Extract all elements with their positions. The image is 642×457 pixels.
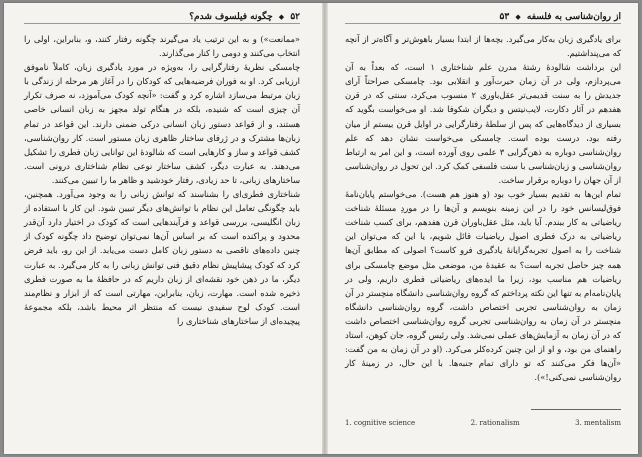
footnote-rule xyxy=(531,409,621,410)
diamond-icon: ◆ xyxy=(278,12,285,21)
left-page-header xyxy=(24,11,300,24)
left-page xyxy=(24,11,300,328)
paragraph: برای یادگیری زبان به‌کار می‌گیرد. بچه‌ها از ابتدا بسیار باهوش‌تر و آگاه‌تر از آنچه که می‌پنداشتیم. xyxy=(345,34,621,59)
right-page-header xyxy=(345,11,621,24)
right-page-body xyxy=(345,32,621,384)
book-gutter xyxy=(322,3,328,454)
diamond-icon: ◆ xyxy=(515,12,521,21)
right-header-title-group xyxy=(500,12,621,22)
left-header-title: چگونه فیلسوف شدم؟ xyxy=(189,12,273,22)
left-header-title-group xyxy=(189,12,300,22)
paragraph: این برداشت شالودهٔ رشتهٔ مدرن علم شناختاری ۱ است، که بعداً به آن می‌پردازم، ولی در آن زمان حیرت‌آور و انقلابی بود. چامسکی صراحتاً آرای جدیدش را به سنت قدیمی‌تر عقل‌باوری ۲ منسوب می‌کرد، سنتی که در قرن هفدهم در آثار دکارت، لایب‌نیتس و دیگران شکوفا شد. او می‌خواست بگوید که بسیاری از دیدگاه‌هایی که پس از سلطهٔ رفتارگرایی در اوایل قرن بیستم از میان رفته بود، درست بوده است. چامسکی می‌خواست نشان دهد که علم روان‌شناسی دوباره به ذهن‌گرایی ۳ علمی روی آورده است، و این امر به ارتباط روان‌شناسی و زبان‌شناسی با سنت فلسفی کمک کرد. این تحول در روان‌شناسی از آن جهان را دوباره برقرار ساخت. xyxy=(345,62,621,185)
paragraph: چامسکی نظریهٔ رفتارگرایی را، به‌ویژه در مورد یادگیری زبان، کاملاً ناموفق ارزیابی کرد. او به فوران فرضیه‌هایی که کودکان را در آغاز هر مرحله از زندگی با زبان مرتبط می‌سازد اشاره کرد و گفت: «آنچه کودک می‌آموزد، نه صرف تکرار آن چیزی است که شنیده، بلکه در هنگام تولد مجهز به زبان انسانی خاصی هستند، و از قواعد دستور زبان انسانی درکی ضمنی دارند. این قواعد در تمام زبان‌ها مشترک و در ژرفای ساختار ظاهری زبان مستور است. کار روان‌شناسی، کشف قواعد و ساز و کارهایی است که شالودهٔ این توانایی زبان فطری را تشکیل می‌دهند. به عبارت دیگر، کشف ساختار نوعی نظام شناختاری درونی است. ساختارهای زبانی، تا حد زیادی، رفتار خودشید و ظاهر ما را تبیین می‌کنند. xyxy=(24,62,300,185)
left-page-number: ۵۲ xyxy=(290,12,300,22)
right-page xyxy=(345,11,621,427)
footnote: 1. cognitive science xyxy=(345,419,416,427)
footnotes xyxy=(345,419,621,427)
left-page-body xyxy=(24,32,300,328)
right-page-number: ۵۳ xyxy=(499,12,510,22)
right-header-title: از روان‌شناسی به فلسفه xyxy=(526,12,621,22)
footnote: 3. mentalism xyxy=(575,419,621,427)
book-spread xyxy=(4,3,638,454)
paragraph: «ممانعت») و به این ترتیب یاد می‌گیرند چگونه رفتار کنند، و، بنابراین، اولی را انتخاب می‌کنند و دومی را کنار می‌گذارند. xyxy=(24,34,300,59)
paragraph: تمام این‌ها به تقدیم بسیار خوب بود (و هنوز هم هست). می‌خواستم پایان‌نامهٔ فوق‌لیسانس خود را در این زمینه بنویسم و آن‌ها را در موردِ مسئلهٔ شناخت ریاضیاتی به کار ببندم. آیا باید، مثل عقل‌باوران قرن هفدهم، برای کسب شناخت ریاضیاتی به درک فطری اصول ریاضیات قائل شویم، یا این که می‌توان این شناخت را به اصول تجربه‌گرایانهٔ یادگیری فرو کاست؟ اصولی که مطابق آن‌ها همه چیز حاصل تجربه است؟ به عقیدهٔ من، موضعی مثل موضع چامسکی برای ریاضیات هم مناسب بود، زیرا ما ایده‌های ریاضیاتی فطری داریم، ولی در پایان‌نامه‌ام به تنها این نکته پرداختم که گروه روان‌شناسی دانشگاه منچستر در آن زمان به روان‌شناسی تجربی اختصاص داشت، گروه روان‌شناسی دانشگاه منچستر در آن زمان به روان‌شناسی تجربی گروه روان‌شناسی اختصاص داشت که در آن زمان به آزمایش‌های عملی نمی‌شد. ولی رئیس گروه، جان کوهن، استاد راهنمای من بود، و او از این چنین کرده‌کلر می‌کرد. (او در آن زمان به من گفت: «آن‌ها فکر می‌کنند که تو دارای تمام جنبه‌ها. با این حال، در زمینهٔ کار روان‌شناسی نمی‌کنی!»). xyxy=(345,189,621,383)
paragraph: شناختاری فطری‌ای را بشناسند که توانش زبانی را به وجود می‌آورد. همچنین، باید چگونگی تعامل این نظام با توانش‌های دیگر تبیین شود. این کار با استفاده از زبان انگلیسی، بررسی قواعد و فرآیندهایی است که کودک در اختیار دارد آن‌قدر محدود و پراکنده است که بر اساس آن‌ها نمی‌توان توضیح داد چگونه کودک از چنین داده‌های ناقصی به دستور زبان کامل دست می‌یابد. از این رو، باید فرض کرد که کودک پیشاپیش نظام دقیق فنی توانش زبانی را به کار می‌گیرد. به عبارت دیگر، ما در ذهن خود نقشه‌ای از زبان داریم که در حافظهٔ ما به صورت فطری ذخیره شده است. مهارت، زبان، بنابراین، مهارتی است که از ابزار و نظام‌مند است. کودک لوح سفیدی نیست که منتظر اثر محیط باشد، بلکه مجموعهٔ پیچیده‌ای از ساختارهای شناختاری را xyxy=(24,189,300,326)
footnote: 2. rationalism xyxy=(470,419,520,427)
